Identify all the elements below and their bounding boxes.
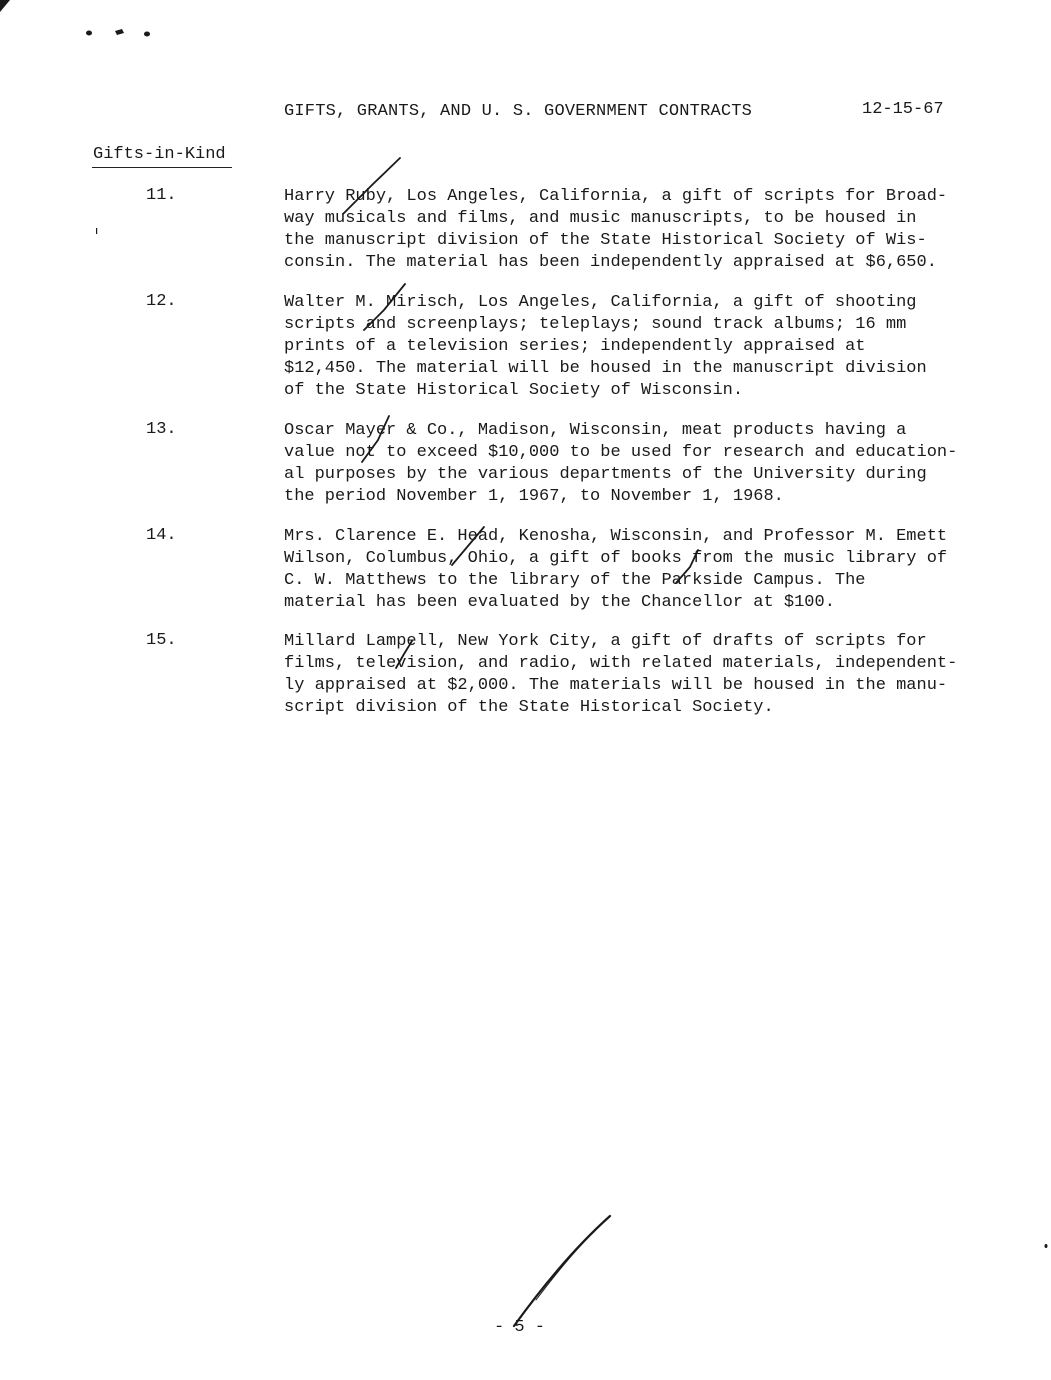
item-number: 13. <box>146 420 177 439</box>
item-line: C. W. Matthews to the library of the Parkside Campus. The <box>284 571 866 590</box>
item-line: Millard Lampell, New York City, a gift of drafts of scripts for <box>284 632 927 651</box>
item-line: films, television, and radio, with related materials, independent- <box>284 654 958 673</box>
item-description <box>284 292 1004 402</box>
item-description <box>284 420 1004 508</box>
section-heading-underline <box>92 167 232 168</box>
section-heading: Gifts-in-Kind <box>93 145 226 164</box>
item-line: way musicals and films, and music manuscripts, to be housed in <box>284 209 917 228</box>
item-number: 12. <box>146 292 177 311</box>
scan-speck-icon <box>1045 1244 1048 1248</box>
item-line: material has been evaluated by the Chancellor at $100. <box>284 593 835 612</box>
scan-speck-icon <box>86 31 92 36</box>
item-line: al purposes by the various departments of the University during <box>284 465 927 484</box>
item-line: Mrs. Clarence E. Head, Kenosha, Wisconsin, and Professor M. Emett <box>284 527 948 546</box>
corner-mark-icon <box>0 0 10 12</box>
item-description <box>284 186 1004 274</box>
item-line: value not to exceed $10,000 to be used for research and education- <box>284 443 958 462</box>
item-line: Harry Ruby, Los Angeles, California, a gift of scripts for Broad- <box>284 187 948 206</box>
check-mark-icon <box>514 1216 610 1326</box>
item-line: the manuscript division of the State Historical Society of Wis- <box>284 231 927 250</box>
scan-speck-icon <box>115 29 124 35</box>
scan-speck-icon <box>96 228 97 234</box>
item-line: consin. The material has been independently appraised at $6,650. <box>284 253 937 272</box>
item-line: of the State Historical Society of Wisconsin. <box>284 381 744 400</box>
item-line: script division of the State Historical Society. <box>284 698 774 717</box>
item-description <box>284 631 1004 719</box>
pen-stroke-icon <box>536 1220 606 1300</box>
item-line: Walter M. Mirisch, Los Angeles, California, a gift of shooting <box>284 293 917 312</box>
item-line: Oscar Mayer & Co., Madison, Wisconsin, meat products having a <box>284 421 907 440</box>
item-description <box>284 526 1004 614</box>
page-title: GIFTS, GRANTS, AND U. S. GOVERNMENT CONTRACTS <box>284 102 753 121</box>
item-number: 14. <box>146 526 177 545</box>
document-date: 12-15-67 <box>862 100 944 119</box>
item-number: 11. <box>146 186 177 205</box>
item-line: prints of a television series; independently appraised at <box>284 337 866 356</box>
item-line: $12,450. The material will be housed in the manuscript division <box>284 359 927 378</box>
item-line: Wilson, Columbus, Ohio, a gift of books from the music library of <box>284 549 948 568</box>
item-number: 15. <box>146 631 177 650</box>
item-line: scripts and screenplays; teleplays; sound track albums; 16 mm <box>284 315 907 334</box>
page-number: - 5 - <box>494 1318 546 1337</box>
item-line: the period November 1, 1967, to November 1, 1968. <box>284 487 784 506</box>
item-line: ly appraised at $2,000. The materials will be housed in the manu- <box>284 676 948 695</box>
scan-speck-icon <box>144 32 150 37</box>
